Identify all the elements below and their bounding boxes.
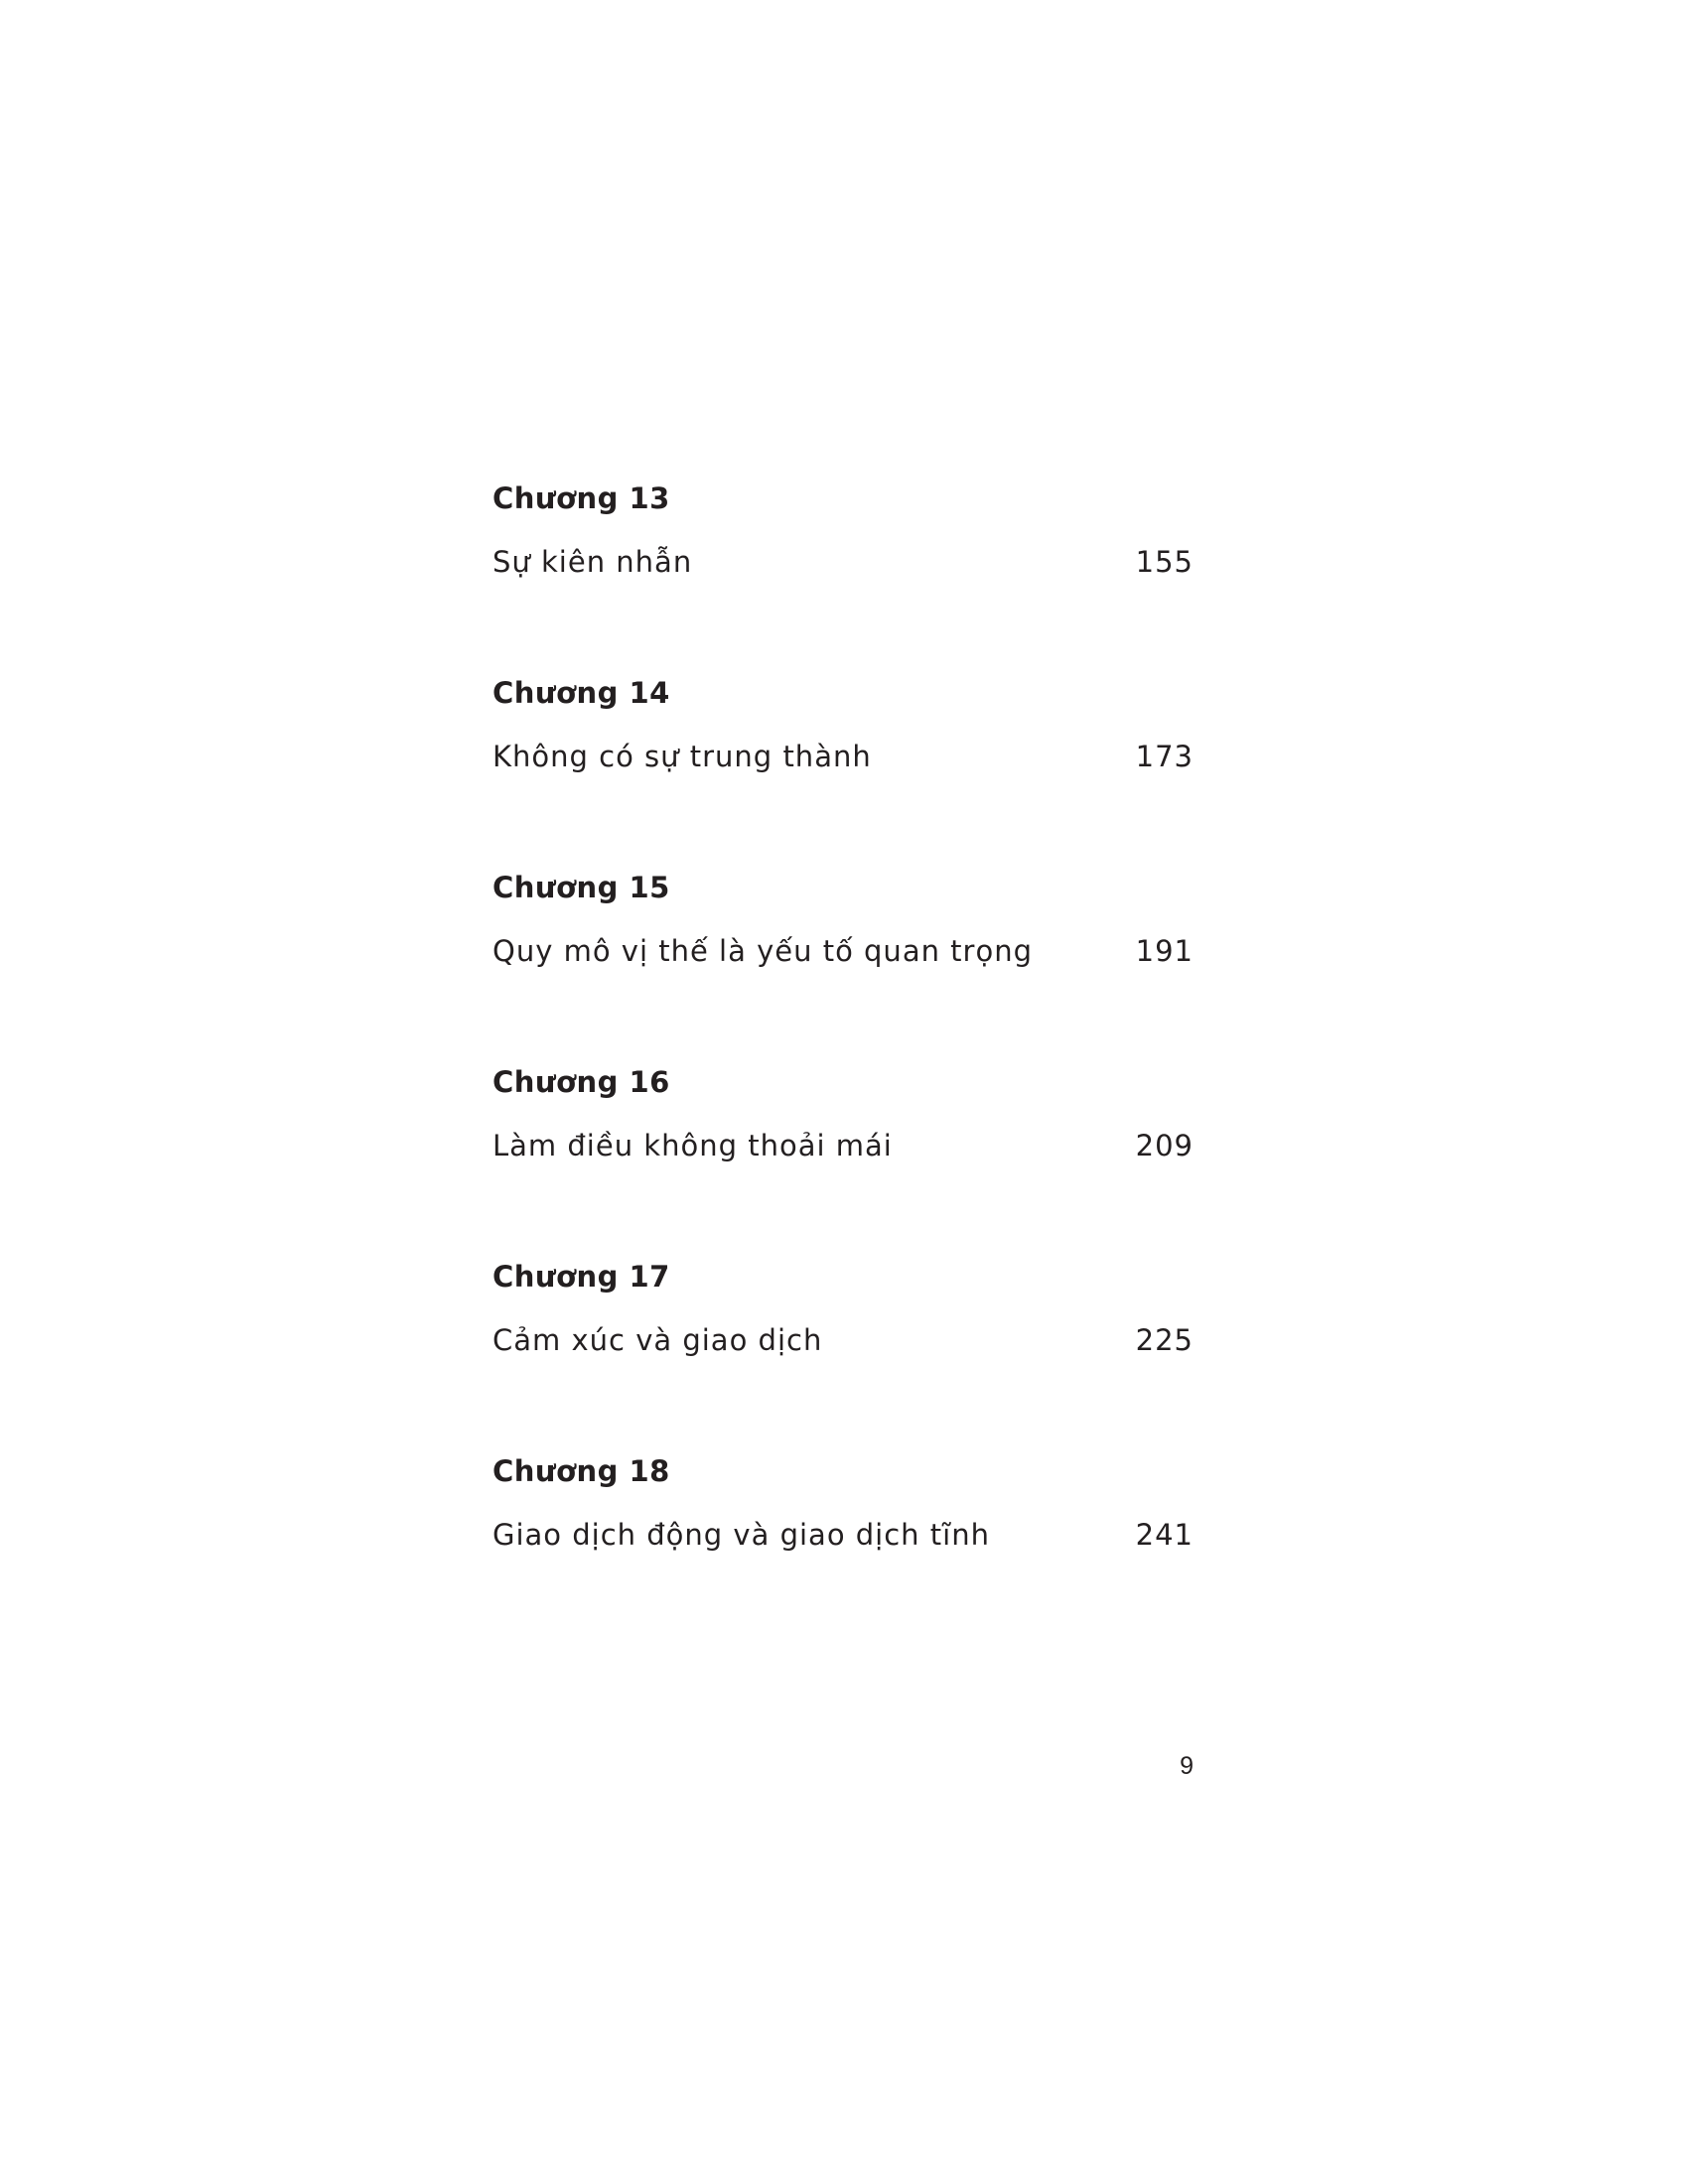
toc-entry [492, 1439, 1194, 1634]
toc-entry [492, 467, 1194, 661]
toc-entry [492, 1245, 1194, 1439]
toc-line [492, 1503, 1194, 1567]
toc-line [492, 919, 1194, 983]
chapter-title: Làm điều không thoải mái [492, 1129, 893, 1162]
chapter-label: Chương 17 [492, 1260, 670, 1294]
chapter-label: Chương 13 [492, 481, 670, 515]
chapter-title: Không có sự trung thành [492, 740, 872, 773]
chapter-title: Cảm xúc và giao dịch [492, 1323, 823, 1357]
chapter-title: Giao dịch động và giao dịch tĩnh [492, 1518, 990, 1552]
chapter-page-number: 225 [1135, 1323, 1194, 1357]
chapter-label: Chương 15 [492, 871, 670, 904]
chapter-label: Chương 18 [492, 1454, 670, 1488]
toc-line [492, 1308, 1194, 1372]
toc-line [492, 1114, 1194, 1177]
toc-entry [492, 661, 1194, 856]
toc-entry [492, 856, 1194, 1050]
page-number: 9 [1180, 1752, 1194, 1780]
chapter-label: Chương 14 [492, 676, 670, 710]
table-of-contents [492, 467, 1194, 1634]
chapter-label: Chương 16 [492, 1065, 670, 1099]
chapter-page-number: 155 [1135, 545, 1194, 579]
chapter-title: Sự kiên nhẫn [492, 545, 693, 579]
toc-line [492, 530, 1194, 594]
toc-entry [492, 1050, 1194, 1245]
chapter-page-number: 191 [1135, 934, 1194, 968]
chapter-page-number: 209 [1135, 1129, 1194, 1162]
chapter-title: Quy mô vị thế là yếu tố quan trọng [492, 934, 1034, 968]
toc-line [492, 725, 1194, 788]
chapter-page-number: 173 [1135, 740, 1194, 773]
chapter-page-number: 241 [1135, 1518, 1194, 1552]
